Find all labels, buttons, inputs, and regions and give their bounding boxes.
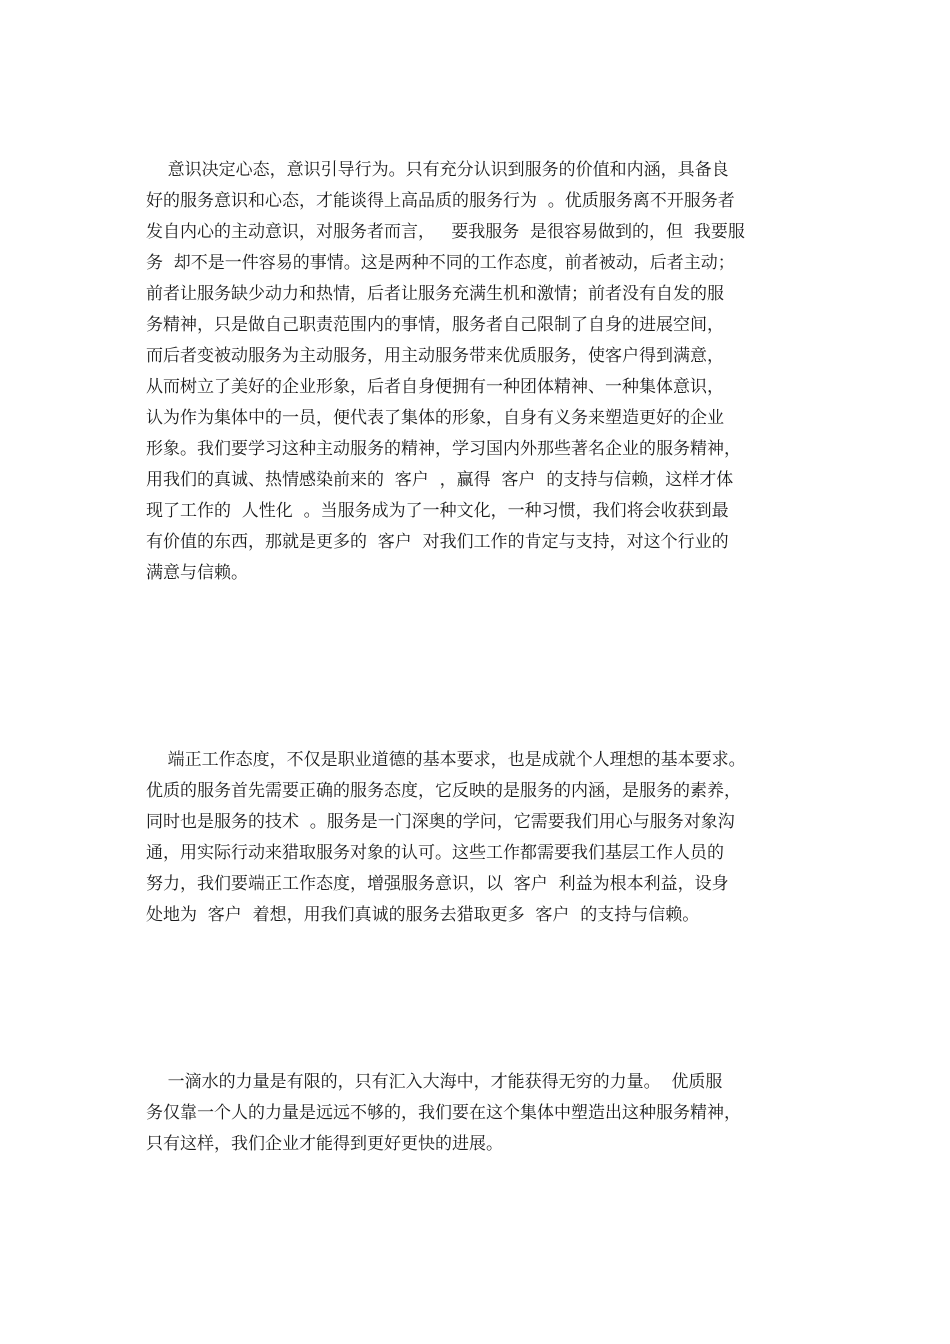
paragraph-line: 前者让服务缺少动力和热情，后者让服务充满生机和激情；前者没有自发的服	[146, 284, 724, 304]
paragraph-line: 用我们的真诚、热情感染前来的 客户 ，赢得 客户 的支持与信赖，这样才体	[146, 470, 734, 490]
paragraph-line: 形象。我们要学习这种主动服务的精神，学习国内外那些著名企业的服务精神，	[146, 439, 741, 459]
paragraph-line: 通，用实际行动来猎取服务对象的认可。这些工作都需要我们基层工作人员的	[146, 843, 724, 863]
paragraph-line: 好的服务意识和心态，才能谈得上高品质的服务行为 。优质服务离不开服务者	[146, 191, 735, 211]
paragraph-teamwork	[146, 1067, 826, 1160]
paragraph-line: 处地为 客户 着想，用我们真诚的服务去猎取更多 客户 的支持与信赖。	[146, 905, 700, 925]
paragraph-line: 满意与信赖。	[146, 563, 248, 583]
paragraph-line: 从而树立了美好的企业形象，后者自身便拥有一种团体精神、一种集体意识，	[146, 377, 724, 397]
paragraph-line: 务仅靠一个人的力量是远远不够的，我们要在这个集体中塑造出这种服务精神，	[146, 1103, 741, 1123]
paragraph-line: 同时也是服务的技术 。服务是一门深奥的学问，它需要我们用心与服务对象沟	[146, 812, 735, 832]
paragraph-line: 有价值的东西，那就是更多的 客户 对我们工作的肯定与支持，对这个行业的	[146, 532, 729, 552]
paragraph-line: 务精神，只是做自己职责范围内的事情，服务者自己限制了自身的进展空间，	[146, 315, 724, 335]
paragraph-line: 努力，我们要端正工作态度，增强服务意识，以 客户 利益为根本利益，设身	[146, 874, 729, 894]
paragraph-service-awareness	[146, 155, 826, 589]
paragraph-line: 而后者变被动服务为主动服务，用主动服务带来优质服务，使客户得到满意，	[146, 346, 724, 366]
paragraph-line: 意识决定心态，意识引导行为。只有充分认识到服务的价值和内涵，具备良	[146, 160, 729, 180]
paragraph-line: 现了工作的 人性化 。当服务成为了一种文化，一种习惯，我们将会收获到最	[146, 501, 729, 521]
paragraph-line: 优质的服务首先需要正确的服务态度，它反映的是服务的内涵，是服务的素养，	[146, 781, 741, 801]
paragraph-line: 务 却不是一件容易的事情。这是两种不同的工作态度，前者被动，后者主动；	[146, 253, 735, 273]
paragraph-work-attitude	[146, 745, 826, 931]
paragraph-line: 认为作为集体中的一员，便代表了集体的形象，自身有义务来塑造更好的企业	[146, 408, 724, 428]
paragraph-line: 只有这样，我们企业才能得到更好更快的进展。	[146, 1134, 503, 1154]
paragraph-line: 发自内心的主动意识，对服务者而言， 要我服务 是很容易做到的，但 我要服	[146, 222, 745, 242]
paragraph-line: 端正工作态度，不仅是职业道德的基本要求，也是成就个人理想的基本要求。	[146, 750, 746, 770]
paragraph-line: 一滴水的力量是有限的，只有汇入大海中，才能获得无穷的力量。 优质服	[146, 1072, 723, 1092]
